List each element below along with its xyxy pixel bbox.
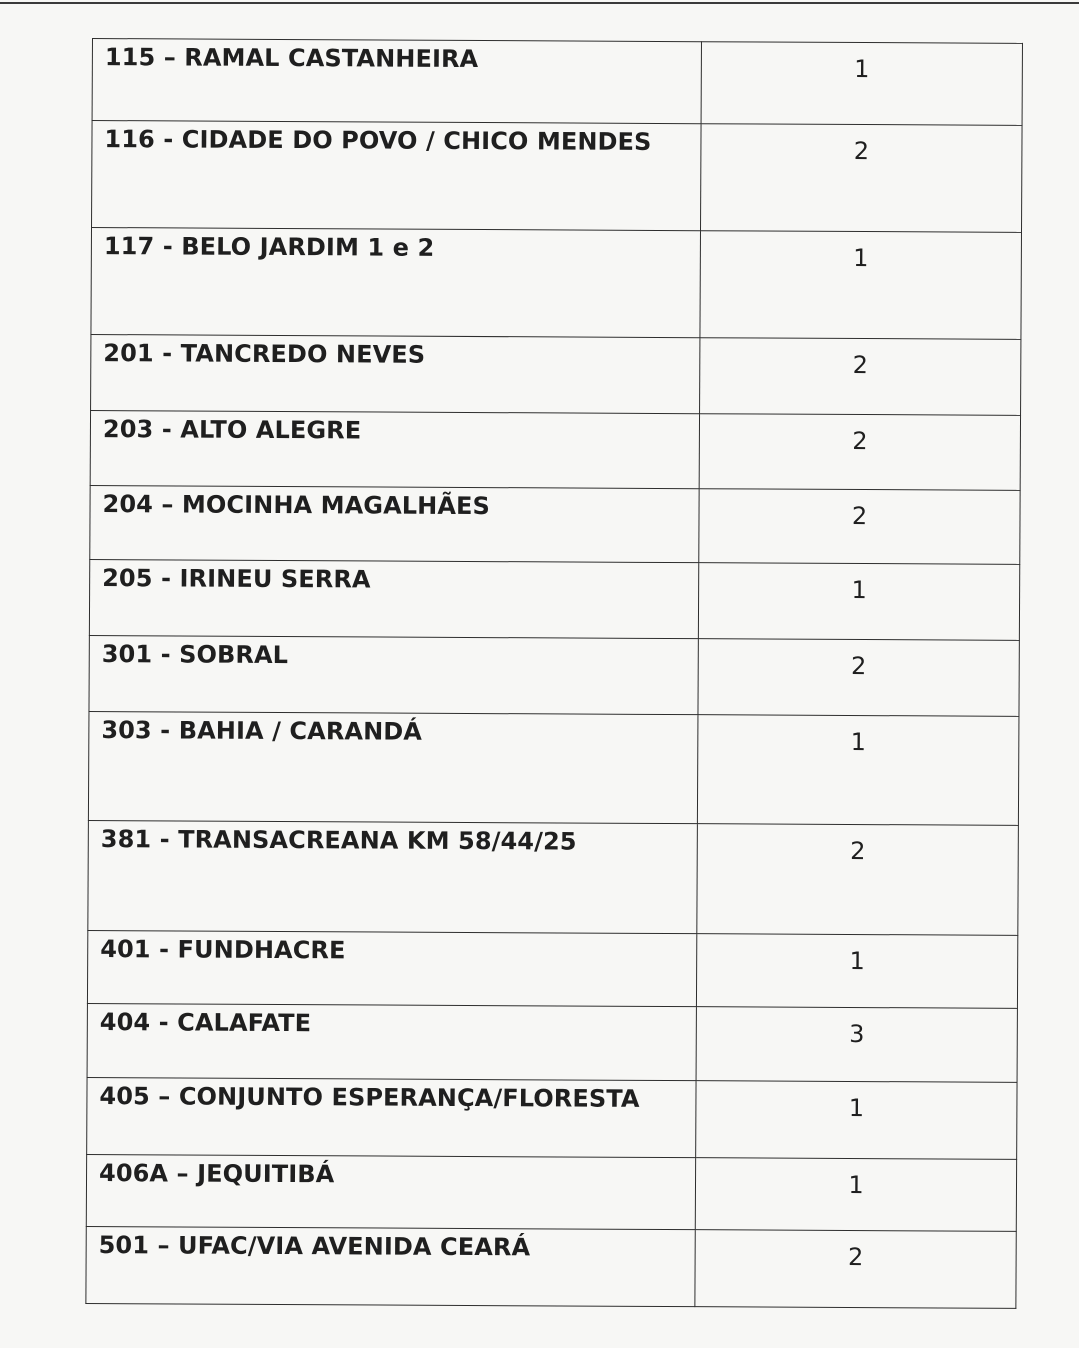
neighborhood-name-cell: 117 - BELO JARDIM 1 e 2 (91, 228, 701, 338)
count-cell: 1 (701, 42, 1022, 126)
count-cell: 2 (695, 1230, 1016, 1309)
table-row (86, 1226, 1016, 1308)
neighborhood-name-cell: 301 - SOBRAL (89, 635, 698, 714)
table-row (90, 485, 1020, 564)
count-cell: 1 (700, 231, 1022, 340)
count-cell: 2 (699, 414, 1020, 491)
count-cell: 2 (699, 489, 1020, 565)
top-edge-line (0, 2, 1079, 4)
neighborhood-name-cell: 116 - CIDADE DO POVO / CHICO MENDES (92, 121, 702, 231)
neighborhood-table (85, 38, 1023, 1309)
table-row (91, 228, 1022, 340)
neighborhood-name-cell: 203 - ALTO ALEGRE (90, 410, 699, 488)
table-row (89, 635, 1019, 716)
neighborhood-name-cell: 204 – MOCINHA MAGALHÃES (90, 485, 699, 562)
neighborhood-name-cell: 115 – RAMAL CASTANHEIRA (92, 39, 701, 124)
neighborhood-name-cell: 406A – JEQUITIBÁ (86, 1154, 695, 1229)
count-cell: 1 (698, 563, 1019, 641)
count-cell: 1 (696, 1081, 1017, 1160)
table-row (91, 334, 1021, 415)
count-cell: 2 (697, 824, 1019, 936)
count-cell: 1 (696, 934, 1017, 1009)
neighborhood-name-cell: 405 – CONJUNTO ESPERANÇA/FLORESTA (87, 1077, 696, 1157)
table-row (87, 1003, 1017, 1082)
count-cell: 1 (695, 1158, 1016, 1232)
neighborhood-name-cell: 303 - BAHIA / CARANDÁ (88, 711, 698, 823)
table-row (86, 1154, 1016, 1231)
table-row (88, 711, 1019, 825)
count-cell: 2 (700, 338, 1021, 416)
neighborhood-name-cell: 501 – UFAC/VIA AVENIDA CEARÁ (86, 1226, 695, 1306)
table-row (88, 820, 1019, 935)
neighborhood-name-cell: 404 - CALAFATE (87, 1003, 696, 1080)
table-row (90, 410, 1020, 490)
table-row (87, 1077, 1017, 1159)
table-row (87, 930, 1017, 1008)
count-cell: 3 (696, 1007, 1017, 1083)
neighborhood-name-cell: 205 - IRINEU SERRA (89, 559, 698, 638)
count-cell: 2 (700, 124, 1022, 233)
count-cell: 2 (698, 639, 1019, 717)
neighborhood-name-cell: 201 - TANCREDO NEVES (91, 334, 700, 413)
neighborhood-name-cell: 401 - FUNDHACRE (87, 930, 696, 1006)
table-row (92, 121, 1023, 233)
table-row (89, 559, 1019, 640)
table-row (92, 39, 1022, 126)
count-cell: 1 (697, 715, 1019, 826)
neighborhood-name-cell: 381 - TRANSACREANA KM 58/44/25 (88, 820, 698, 933)
